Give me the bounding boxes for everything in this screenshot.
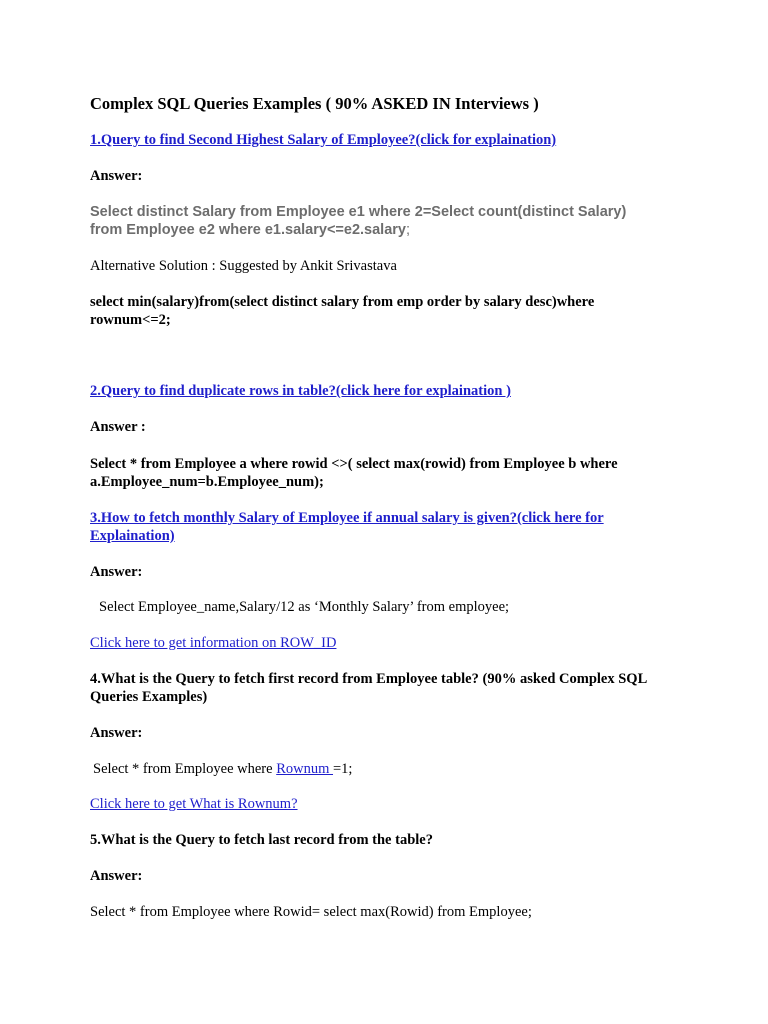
q4-question <box>90 670 690 706</box>
q3-link[interactable] <box>90 509 690 545</box>
q2-answer-label: Answer : <box>90 419 146 435</box>
q1-alt-line2: rownum<=2; <box>90 312 171 328</box>
q4-sql <box>90 760 693 778</box>
q1-alt-label: Alternative Solution : Suggested by Ankit Srivastava <box>90 258 397 274</box>
q4-question-line1: 4.What is the Query to fetch first record from Employee table? (90% asked Complex SQL <box>90 671 648 687</box>
document-page <box>90 0 690 1024</box>
q3-answer-label: Answer: <box>90 564 143 580</box>
q2-sql-line1: Select * from Employee a where rowid <>( select max(rowid) from Employee b where <box>90 456 618 472</box>
q5-question: 5.What is the Query to fetch last record from the table? <box>90 832 433 848</box>
page-title: Complex SQL Queries Examples ( 90% ASKED IN Interviews ) <box>90 94 539 113</box>
q1-sql-line2-wrap <box>90 221 690 239</box>
q3-link-line1[interactable]: 3.How to fetch monthly Salary of Employee if annual salary is given?(click here for <box>90 510 604 526</box>
q4-question-line2: Queries Examples) <box>90 689 208 705</box>
q1-sql-block <box>90 203 690 239</box>
q1-sql-line1: Select distinct Salary from Employee e1 where 2=Select count(distinct Salary) <box>90 204 627 220</box>
q1-alt-line1: select min(salary)from(select distinct salary from emp order by salary desc)where <box>90 294 595 310</box>
q1-sql-line2: from Employee e2 where e1.salary<=e2.salary <box>90 222 406 238</box>
q2-link[interactable]: 2.Query to find duplicate rows in table?(click here for explaination ) <box>90 383 511 399</box>
q3-sql: Select Employee_name,Salary/12 as ‘Monthly Salary’ from employee; <box>99 599 510 615</box>
q2-sql <box>90 455 690 491</box>
q4-answer-label: Answer: <box>90 725 143 741</box>
q3-link-line2[interactable]: Explaination) <box>90 528 175 544</box>
q5-sql: Select * from Employee where Rowid= select max(Rowid) from Employee; <box>90 904 532 920</box>
rownum-info-link[interactable]: Click here to get What is Rownum? <box>90 796 298 812</box>
q4-sql-after: =1; <box>333 761 353 777</box>
q1-sql-end: ; <box>405 222 411 238</box>
rownum-inline-link[interactable]: Rownum <box>276 761 333 777</box>
q1-answer-label: Answer: <box>90 168 143 184</box>
q1-alt-sql <box>90 293 690 329</box>
q2-sql-line2: a.Employee_num=b.Employee_num); <box>90 474 324 490</box>
q1-link[interactable]: 1.Query to find Second Highest Salary of Employee?(click for explaination) <box>90 132 557 148</box>
q4-sql-before: Select * from Employee where <box>93 761 277 777</box>
rowid-info-link[interactable]: Click here to get information on ROW_ID <box>90 635 337 651</box>
q5-answer-label: Answer: <box>90 868 143 884</box>
